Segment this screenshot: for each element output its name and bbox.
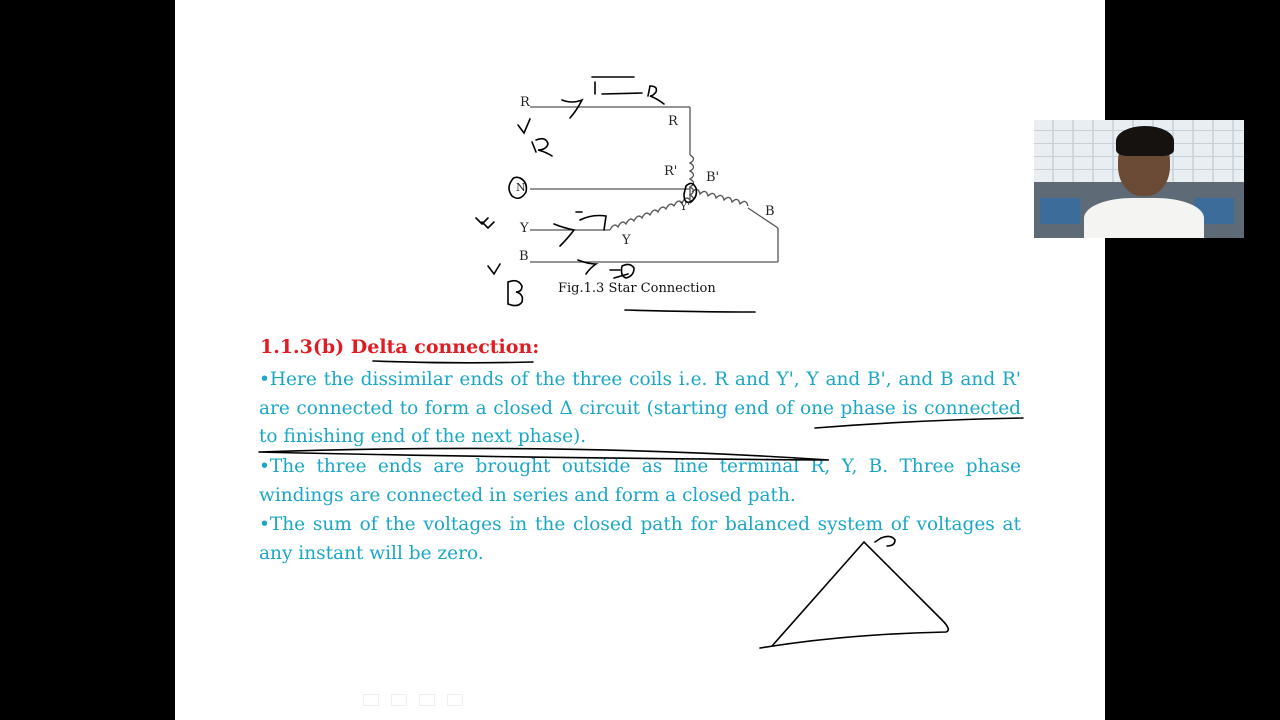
figure-label-b: B	[519, 249, 529, 264]
slide-controls[interactable]	[363, 694, 463, 706]
star-connection-figure	[470, 70, 800, 320]
figure-label-y-prime: Y'	[680, 200, 691, 213]
figure-label-r-coil: R	[668, 114, 678, 129]
figure-label-y-coil: Y	[622, 233, 631, 248]
bullet-text-3: The sum of the voltages in the closed path for balanced system of voltages at any instant will be zero.	[259, 514, 1021, 564]
bullet-symbol: •	[259, 456, 270, 477]
bullet-symbol: •	[259, 514, 270, 535]
figure-label-r: R	[520, 95, 530, 110]
prev-slide-icon[interactable]	[363, 694, 379, 706]
bullet-paragraph-1	[259, 366, 1021, 452]
bullet-paragraph-2	[259, 453, 1021, 510]
figure-label-y: Y	[520, 221, 529, 236]
presenter-hair	[1116, 126, 1174, 156]
figure-label-n: N	[516, 181, 526, 194]
figure-label-b-prime: B'	[706, 170, 720, 185]
section-heading: 1.1.3(b) Delta connection:	[260, 336, 540, 358]
bullet-symbol: •	[259, 369, 270, 390]
webcam-overlay	[1034, 120, 1244, 238]
figure-label-r-prime: R'	[664, 164, 678, 179]
bullet-text-1: Here the dissimilar ends of the three coils i.e. R and Y', Y and B', and B and R' are connected to form a closed Δ circuit (starting end of one phase is connected to finishing end of the next phase).	[259, 369, 1021, 447]
bullet-text-2: The three ends are brought outside as line terminal R, Y, B. Three phase windings are connected in series and form a closed path.	[259, 456, 1021, 506]
next-slide-icon[interactable]	[447, 694, 463, 706]
bullet-paragraph-3	[259, 511, 1021, 568]
pen-icon[interactable]	[391, 694, 407, 706]
menu-icon[interactable]	[419, 694, 435, 706]
presenter-body	[1084, 198, 1204, 238]
figure-label-b-coil: B	[765, 204, 775, 219]
webcam-desk	[1040, 198, 1080, 224]
slide	[175, 0, 1105, 720]
figure-caption: Fig.1.3 Star Connection	[558, 281, 716, 296]
